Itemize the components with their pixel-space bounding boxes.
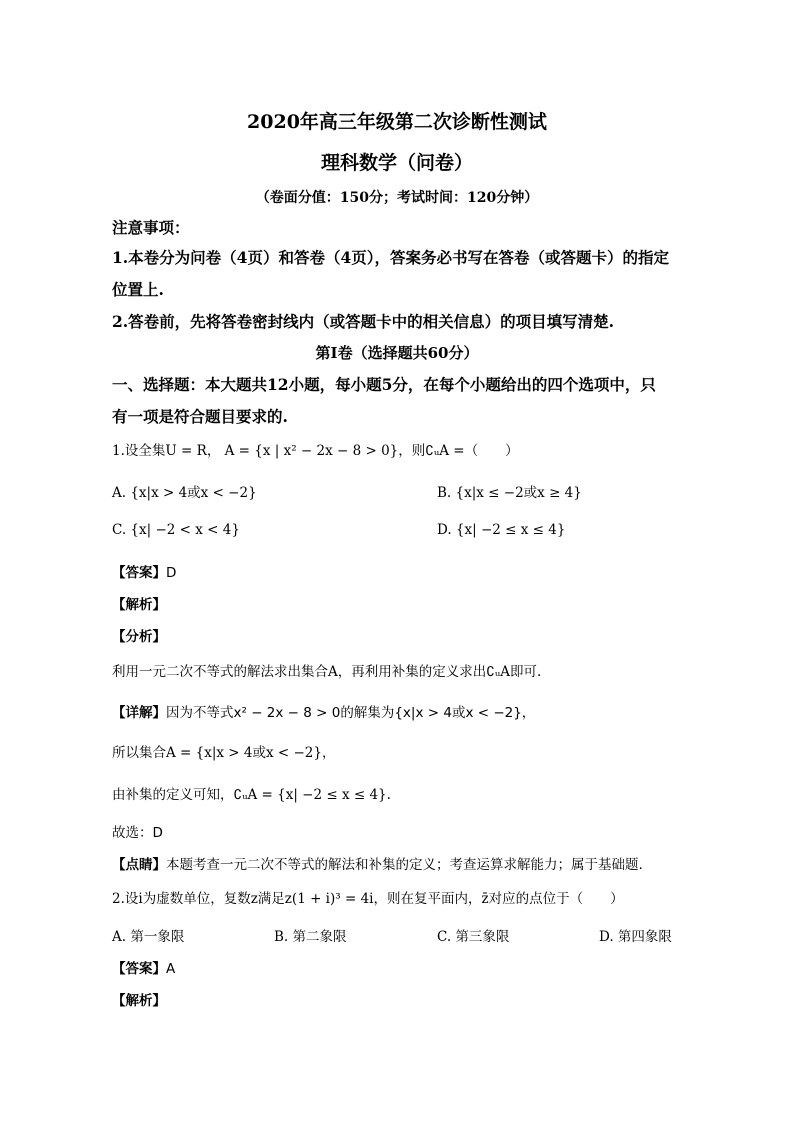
q1-detail-line2: 所以集合A = {x|x > 4或x < −2}， xyxy=(112,745,336,761)
q1-choice-line: 故选：D xyxy=(112,825,163,841)
q2-analysis-row xyxy=(112,989,166,1009)
notice-item2: 2.答卷前，先将答卷密封线内（或答题卡中的相关信息）的项目填写清楚. xyxy=(112,312,615,331)
q1-answer-tag: 【答案】 xyxy=(112,565,166,581)
q1-review-text: 本题考查一元二次不等式的解法和补集的定义；考查运算求解能力；属于基础题. xyxy=(166,857,643,873)
notice-item1-line1: 1.本卷分为问卷（4页）和答卷（4页），答案务必书写在答卷（或答题卡）的指定 xyxy=(112,248,670,267)
section1-title: 第Ⅰ卷（选择题共60分） xyxy=(315,344,479,362)
q1-answer-row xyxy=(112,561,176,581)
q2-stem: 2.设i为虚数单位，复数z满足z(1 + i)³ = 4i，则在复平面内，z̄对应的点位于（ ） xyxy=(112,891,624,907)
q1-stem: 1.设全集U = R， A = {x | x² − 2x − 8 > 0}，则∁ᵤA =（ ） xyxy=(112,443,519,459)
notice-item1-line2: 位置上. xyxy=(112,280,164,299)
exam-subtitle: 理科数学（问卷） xyxy=(320,152,473,174)
q2-answer-row xyxy=(112,957,175,977)
q2-option-b: B. 第二象限 xyxy=(274,929,347,945)
q1-option-c: C. {x| −2 < x < 4} xyxy=(112,522,240,538)
q1-option-a: A. {x|x > 4或x < −2} xyxy=(112,485,257,501)
section1-intro-line2: 有一项是符合题目要求的. xyxy=(112,407,288,426)
exam-info: （卷面分值：150分；考试时间：120分钟） xyxy=(255,190,539,206)
q2-option-c: C. 第三象限 xyxy=(437,929,510,945)
q2-analysis-tag: 【解析】 xyxy=(112,993,166,1009)
q2-option-d: D. 第四象限 xyxy=(599,929,672,945)
q2-option-a: A. 第一象限 xyxy=(112,929,185,945)
notice-heading: 注意事项： xyxy=(112,218,190,237)
q1-detail-line3: 由补集的定义可知，∁ᵤA = {x| −2 ≤ x ≤ 4}. xyxy=(112,787,391,803)
q1-detail-line1: 因为不等式x² − 2x − 8 > 0的解集为{x|x > 4或x < −2}， xyxy=(166,705,536,721)
q1-detail-tag: 【详解】 xyxy=(112,705,166,721)
q1-option-d: D. {x| −2 ≤ x ≤ 4} xyxy=(437,522,566,538)
q1-detail-row xyxy=(112,701,535,721)
q1-analysis-tag: 【解析】 xyxy=(112,597,166,613)
q1-answer: D xyxy=(166,565,177,581)
q1-fenxi-text: 利用一元二次不等式的解法求出集合A，再利用补集的定义求出∁ᵤA即可. xyxy=(112,664,542,680)
q1-option-b: B. {x|x ≤ −2或x ≥ 4} xyxy=(437,485,582,501)
q1-review-tag: 【点睛】 xyxy=(112,857,166,873)
q1-review-row xyxy=(112,853,643,873)
q2-answer: A xyxy=(166,961,176,977)
q1-fenxi-row xyxy=(112,625,166,645)
q2-answer-tag: 【答案】 xyxy=(112,961,166,977)
exam-title: 2020年高三年级第二次诊断性测试 xyxy=(247,111,547,133)
section1-intro-line1: 一、选择题：本大题共12小题，每小题5分，在每个小题给出的四个选项中，只 xyxy=(112,375,656,394)
q1-analysis-row xyxy=(112,593,166,613)
q1-fenxi-tag: 【分析】 xyxy=(112,629,166,645)
